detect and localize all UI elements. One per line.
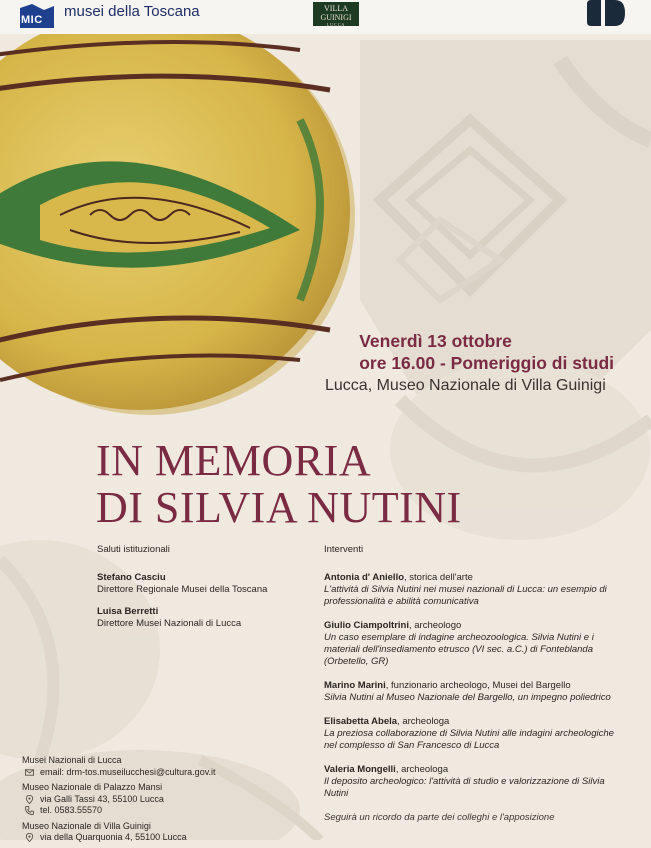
speaker-name: Marino Marini xyxy=(324,680,386,691)
contact-block xyxy=(22,782,302,817)
talks-heading: Interventi xyxy=(324,544,364,555)
event-date: Venerdì 13 ottobre xyxy=(359,331,512,351)
location-pin-icon xyxy=(25,795,34,804)
title-line-1: IN MEMORIA xyxy=(96,436,372,485)
contact-line xyxy=(22,794,302,806)
contact-block xyxy=(22,755,302,778)
contact-email[interactable]: email: drm-tos.museilucchesi@cultura.gov.it xyxy=(40,766,216,777)
location-pin-icon xyxy=(25,833,34,842)
page-title xyxy=(96,437,462,531)
mic-label: MIC xyxy=(21,14,43,26)
phone-icon xyxy=(25,806,34,815)
title-line-2: DI SILVIA NUTINI xyxy=(96,483,462,532)
header-bar xyxy=(0,0,651,34)
talk-item xyxy=(324,572,624,608)
speaker-name: Valeria Mongelli xyxy=(324,764,396,775)
speaker-role: , archeologo xyxy=(408,620,462,631)
event-place: Lucca, Museo Nazionale di Villa Guinigi xyxy=(325,377,606,394)
brand-name: musei della Toscana xyxy=(64,3,200,20)
contact-heading: Musei Nazionali di Lucca xyxy=(22,755,122,765)
contact-address: via Galli Tassi 43, 55100 Lucca xyxy=(40,793,164,804)
person-name: Stefano Casciu xyxy=(97,572,166,583)
decorated-plate-image xyxy=(0,10,355,415)
speaker-name: Antonia d' Aniello xyxy=(324,572,405,583)
closing-note: Seguirà un ricordo da parte dei colleghi e l'apposizione xyxy=(324,812,555,823)
talk-title: Il deposito archeologico: l'attività di studio e valorizzazione di Silvia Nutini xyxy=(324,776,605,799)
speaker-role: , archeologa xyxy=(395,764,449,775)
contact-heading: Museo Nazionale di Palazzo Mansi xyxy=(22,782,163,792)
event-date-time xyxy=(359,330,614,374)
quote-mark-icon xyxy=(587,0,625,26)
greetings-heading: Saluti istituzionali xyxy=(97,544,170,555)
person-role: Direttore Regionale Musei della Toscana xyxy=(97,584,268,595)
talk-title: Un caso esemplare di indagine archeozoologica. Silvia Nutini e i materiali dell'insediamento etrusco (VI sec. a.C.) di Fonteblanda (Orbetello, GR) xyxy=(324,632,594,667)
talk-item xyxy=(324,716,624,752)
greeting-person xyxy=(97,606,307,630)
talk-item xyxy=(324,764,624,800)
event-time: ore 16.00 - Pomeriggio di studi xyxy=(359,353,614,373)
greeting-person xyxy=(97,572,307,596)
contact-address: via della Quarquonia 4, 55100 Lucca xyxy=(40,832,187,842)
speaker-role: , archeologa xyxy=(397,716,450,727)
greetings-section xyxy=(97,544,307,640)
talks-section xyxy=(324,544,624,824)
talk-title: Silvia Nutini al Museo Nazionale del Bargello, un impegno poliedrico xyxy=(324,692,611,703)
contact-line xyxy=(22,767,302,779)
talk-title: La preziosa collaborazione di Silvia Nutini alle indagini archeologiche nel complesso di San Francesco di Lucca xyxy=(324,728,614,751)
speaker-role: , funzionario archeologo, Musei del Bargello xyxy=(385,680,571,691)
speaker-role: , storica dell'arte xyxy=(404,572,473,583)
talk-title: L'attività di Silvia Nutini nei musei nazionali di Lucca: un esempio di professionalità e abilità comunicativa xyxy=(324,584,607,607)
contact-line xyxy=(22,832,302,844)
talk-item xyxy=(324,680,624,704)
speaker-name: Elisabetta Abela xyxy=(324,716,398,727)
villa-guinigi-logo xyxy=(313,2,359,26)
contact-phone[interactable]: tel. 0583.55570 xyxy=(40,805,103,815)
villa-logo-line2: GUINIGI xyxy=(320,13,352,22)
villa-logo-sub: LUCCA xyxy=(326,22,346,27)
person-role: Direttore Musei Nazionali di Lucca xyxy=(97,618,242,629)
villa-logo-line1: VILLA xyxy=(324,4,348,13)
contact-block xyxy=(22,821,302,844)
contact-line xyxy=(22,805,302,817)
speaker-name: Giulio Ciampoltrini xyxy=(324,620,409,631)
person-name: Luisa Berretti xyxy=(97,606,159,617)
talk-item xyxy=(324,620,624,668)
contact-heading: Museo Nazionale di Villa Guinigi xyxy=(22,820,151,831)
contacts-section xyxy=(22,755,302,848)
email-icon xyxy=(25,768,34,777)
